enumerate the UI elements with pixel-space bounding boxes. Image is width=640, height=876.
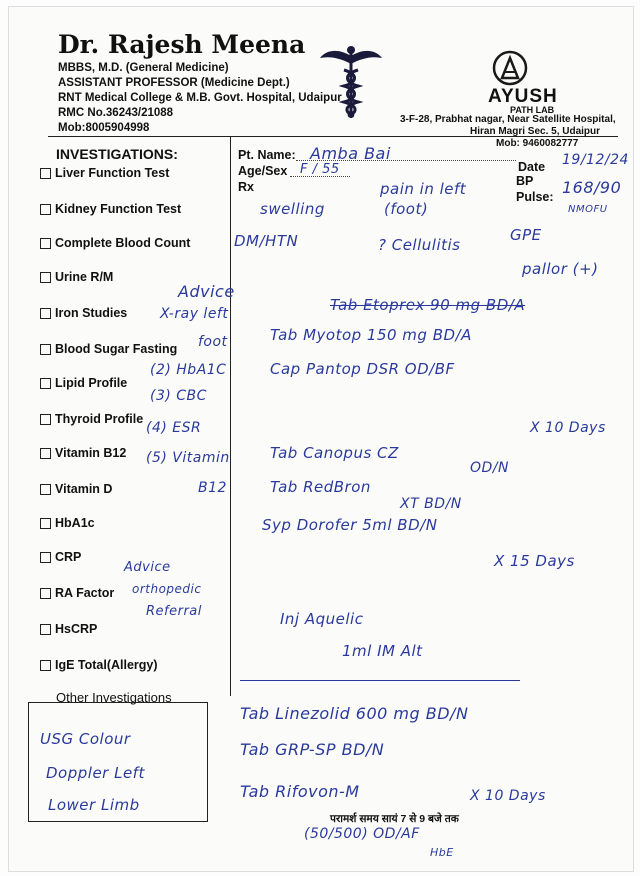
investigation-label: Thyroid Profile <box>55 412 144 426</box>
hw-rx4: Tab Canopus CZ <box>270 444 399 462</box>
investigation-label: Vitamin B12 <box>55 446 127 460</box>
date-label: Date <box>518 160 546 174</box>
hw-rx3: Cap Pantop DSR OD/BF <box>270 360 455 378</box>
checkbox-icon <box>40 624 51 635</box>
checkbox-icon <box>40 448 51 459</box>
header-divider <box>48 136 618 137</box>
investigation-label: Liver Function Test <box>55 166 170 180</box>
hw-gpe: GPE <box>510 226 542 244</box>
hw-cbc: (3) CBC <box>150 388 207 404</box>
checkbox-icon <box>40 588 51 599</box>
investigation-label: Vitamin D <box>55 482 113 496</box>
checkbox-icon <box>40 204 51 215</box>
investigation-label: Kidney Function Test <box>55 202 182 216</box>
hw-bp: 168/90 <box>562 178 622 197</box>
hw-ortho-referral: Referral <box>146 604 202 619</box>
consultation-time-note: परामर्श समय सायं 7 से 9 बजे तक <box>330 813 459 825</box>
investigation-item <box>40 658 158 672</box>
investigation-item <box>40 516 95 530</box>
checkbox-icon <box>40 272 51 283</box>
investigation-label: CRP <box>55 550 82 564</box>
lab-address-1: 3-F-28, Prabhat nagar, Near Satellite Hospital, <box>400 114 616 125</box>
hw-dm: DM/HTN <box>234 232 299 250</box>
hw-rx5: Tab RedBron <box>270 478 371 496</box>
hw-divider-stroke <box>240 680 520 681</box>
hw-complaint-2: (foot) <box>384 200 429 218</box>
rx-label: Rx <box>238 180 254 194</box>
investigation-label: HbA1c <box>55 516 95 530</box>
checkbox-icon <box>40 552 51 563</box>
ayush-lab-logo-icon <box>490 50 530 86</box>
investigation-item <box>40 342 177 356</box>
column-divider <box>230 136 231 696</box>
hw-age-sex: F / 55 <box>300 162 340 177</box>
doctor-hospital: RNT Medical College & M.B. Govt. Hospital, Udaipur <box>58 92 342 104</box>
lab-address-2: Hiran Magri Sec. 5, Udaipur <box>470 126 601 137</box>
hw-advice: Advice <box>178 282 235 301</box>
hw-hbe: HbE <box>430 846 454 859</box>
hw-usg-3: Lower Limb <box>48 796 140 814</box>
hw-pallor: pallor (+) <box>522 260 599 278</box>
investigation-label: Blood Sugar Fasting <box>55 342 178 356</box>
hw-date: 19/12/24 <box>562 152 629 168</box>
checkbox-icon <box>40 308 51 319</box>
pulse-label: Pulse: <box>516 190 554 204</box>
hw-nm-ofu: NMOFU <box>568 204 608 215</box>
hw-inj2: 1ml IM Alt <box>342 642 423 660</box>
investigation-label: Complete Blood Count <box>55 236 191 250</box>
doctor-mobile: Mob:8005904998 <box>58 122 150 134</box>
investigation-item <box>40 586 114 600</box>
lab-subtitle: PATH LAB <box>510 105 555 115</box>
investigation-item <box>40 270 113 284</box>
hw-rx8: Tab GRP-SP BD/N <box>240 740 385 759</box>
investigation-label: Urine R/M <box>55 270 114 284</box>
hw-rx9-dose: (50/500) OD/AF <box>304 826 420 842</box>
investigation-label: RA Factor <box>55 586 115 600</box>
lab-mobile: Mob: 9460082777 <box>496 138 579 149</box>
bp-label: BP <box>516 174 534 188</box>
doctor-qualification: MBBS, M.D. (General Medicine) <box>58 62 229 74</box>
hw-rx1-struck: Tab Etoprex 90 mg BD/A <box>330 296 526 314</box>
hw-inj1: Inj Aquelic <box>280 610 364 628</box>
checkbox-icon <box>40 414 51 425</box>
investigation-item <box>40 376 127 390</box>
hw-patient-name: Amba Bai <box>310 144 391 163</box>
hw-rx5-dose: XT BD/N <box>400 496 462 512</box>
checkbox-icon <box>40 168 51 179</box>
hw-esr: (4) ESR <box>146 420 202 436</box>
hw-x10days-b: X 10 Days <box>470 788 546 804</box>
checkbox-icon <box>40 518 51 529</box>
hw-rx4-dose: OD/N <box>470 460 509 476</box>
investigation-item <box>40 236 190 250</box>
hw-rx7: Tab Linezolid 600 mg BD/N <box>240 704 469 723</box>
hw-rx9: Tab Rifovon-M <box>240 782 360 801</box>
hw-xray: X-ray left <box>160 306 229 322</box>
hw-x10days-a: X 10 Days <box>530 420 606 436</box>
hw-hba1c: (2) HbA1C <box>150 362 227 378</box>
investigation-item <box>40 482 112 496</box>
doctor-designation: ASSISTANT PROFESSOR (Medicine Dept.) <box>58 77 290 89</box>
investigation-item <box>40 166 169 180</box>
investigation-item <box>40 202 181 216</box>
checkbox-icon <box>40 378 51 389</box>
investigation-label: Lipid Profile <box>55 376 128 390</box>
hw-history: swelling <box>260 200 325 218</box>
checkbox-icon <box>40 238 51 249</box>
investigations-heading: INVESTIGATIONS: <box>56 146 178 162</box>
hw-rx2: Tab Myotop 150 mg BD/A <box>270 326 472 344</box>
checkbox-icon <box>40 344 51 355</box>
lab-name: AYUSH <box>488 86 558 107</box>
investigation-item <box>40 306 127 320</box>
investigation-label: HsCRP <box>55 622 98 636</box>
doctor-name: Dr. Rajesh Meena <box>58 30 306 59</box>
hw-cellulitis: ? Cellulitis <box>378 236 461 254</box>
hw-rx6: Syp Dorofer 5ml BD/N <box>262 516 438 534</box>
investigation-label: Iron Studies <box>55 306 128 320</box>
pt-name-label: Pt. Name: <box>238 148 296 162</box>
investigation-item <box>40 446 126 460</box>
caduceus-icon <box>318 44 384 122</box>
hw-b12: B12 <box>198 480 227 496</box>
checkbox-icon <box>40 660 51 671</box>
investigation-item <box>40 412 143 426</box>
hw-usg-2: Doppler Left <box>46 764 145 782</box>
hw-ortho-orthopedic: orthopedic <box>132 582 202 596</box>
other-investigations-label: Other Investigations <box>56 690 172 705</box>
investigation-item <box>40 622 97 636</box>
hw-ortho-advice: Advice <box>124 560 171 575</box>
hw-usg-1: USG Colour <box>40 730 131 748</box>
checkbox-icon <box>40 484 51 495</box>
doctor-rmc: RMC No.36243/21088 <box>58 107 174 119</box>
hw-foot: foot <box>198 334 228 350</box>
hw-x15days: X 15 Days <box>494 552 575 570</box>
hw-complaint-1: pain in left <box>380 180 467 198</box>
investigation-label: IgE Total(Allergy) <box>55 658 158 672</box>
hw-vitamin: (5) Vitamin <box>146 450 230 466</box>
investigation-item <box>40 550 81 564</box>
age-sex-label: Age/Sex <box>238 164 288 178</box>
